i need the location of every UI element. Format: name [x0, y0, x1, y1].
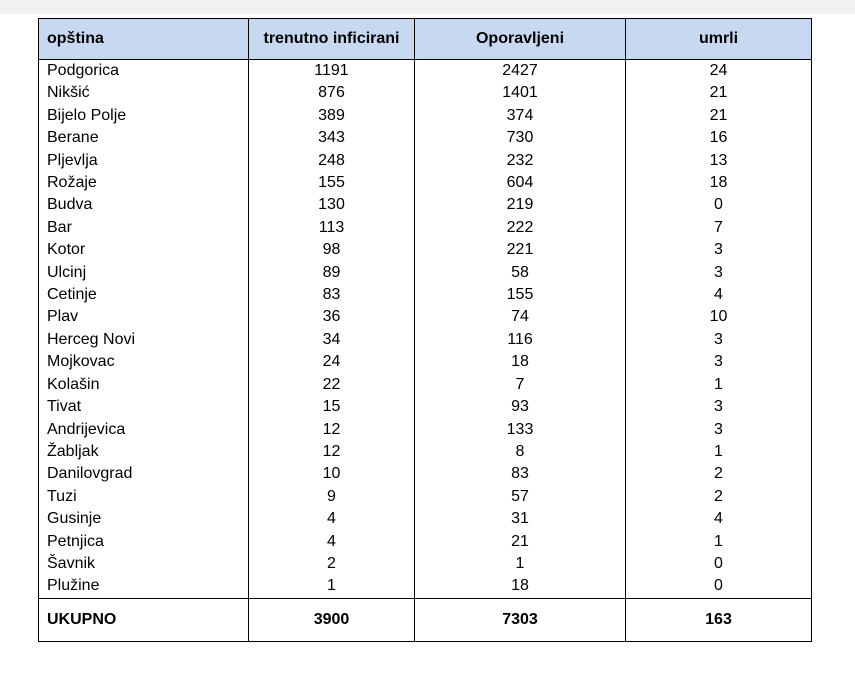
cell-municipality: Šavnik — [39, 553, 249, 575]
table-row — [39, 306, 812, 328]
cell-municipality: Herceg Novi — [39, 329, 249, 351]
cell-deaths: 13 — [626, 150, 812, 172]
cell-recovered: 222 — [415, 217, 626, 239]
cell-municipality: Bijelo Polje — [39, 105, 249, 127]
cell-currently-infected: 89 — [249, 262, 415, 284]
cell-recovered: 58 — [415, 262, 626, 284]
cell-municipality: Mojkovac — [39, 351, 249, 373]
cell-municipality: Nikšić — [39, 82, 249, 104]
table-row — [39, 217, 812, 239]
cell-deaths: 21 — [626, 105, 812, 127]
municipality-covid-table — [38, 18, 812, 642]
cell-municipality: Kotor — [39, 239, 249, 261]
cell-deaths: 24 — [626, 60, 812, 83]
cell-currently-infected: 9 — [249, 486, 415, 508]
cell-deaths: 3 — [626, 329, 812, 351]
table-row — [39, 105, 812, 127]
cell-recovered: 18 — [415, 575, 626, 598]
cell-currently-infected: 113 — [249, 217, 415, 239]
table-row — [39, 150, 812, 172]
cell-municipality: Danilovgrad — [39, 463, 249, 485]
cell-deaths: 7 — [626, 217, 812, 239]
cell-deaths: 16 — [626, 127, 812, 149]
table-row — [39, 508, 812, 530]
cell-municipality: Berane — [39, 127, 249, 149]
cell-deaths: 3 — [626, 351, 812, 373]
cell-recovered: 18 — [415, 351, 626, 373]
total-recovered: 7303 — [415, 598, 626, 641]
cell-recovered: 57 — [415, 486, 626, 508]
table-header-row — [39, 19, 812, 60]
table-row — [39, 351, 812, 373]
cell-recovered: 221 — [415, 239, 626, 261]
table-row — [39, 284, 812, 306]
cell-recovered: 7 — [415, 374, 626, 396]
cell-deaths: 1 — [626, 441, 812, 463]
cell-deaths: 10 — [626, 306, 812, 328]
total-currently-infected: 3900 — [249, 598, 415, 641]
table-row — [39, 329, 812, 351]
header-recovered: Oporavljeni — [415, 19, 626, 60]
header-deaths: umrli — [626, 19, 812, 60]
cell-recovered: 83 — [415, 463, 626, 485]
total-deaths: 163 — [626, 598, 812, 641]
cell-currently-infected: 1191 — [249, 60, 415, 83]
cell-currently-infected: 36 — [249, 306, 415, 328]
cell-currently-infected: 24 — [249, 351, 415, 373]
cell-deaths: 0 — [626, 194, 812, 216]
table-row — [39, 486, 812, 508]
cell-currently-infected: 4 — [249, 531, 415, 553]
cell-currently-infected: 2 — [249, 553, 415, 575]
table-row — [39, 396, 812, 418]
cell-currently-infected: 389 — [249, 105, 415, 127]
table-row — [39, 441, 812, 463]
cell-recovered: 8 — [415, 441, 626, 463]
cell-deaths: 1 — [626, 374, 812, 396]
cell-currently-infected: 22 — [249, 374, 415, 396]
cell-recovered: 93 — [415, 396, 626, 418]
cell-municipality: Žabljak — [39, 441, 249, 463]
cell-recovered: 374 — [415, 105, 626, 127]
cell-currently-infected: 12 — [249, 441, 415, 463]
cell-currently-infected: 4 — [249, 508, 415, 530]
total-label: UKUPNO — [39, 598, 249, 641]
cell-deaths: 3 — [626, 419, 812, 441]
table-row — [39, 553, 812, 575]
cell-municipality: Ulcinj — [39, 262, 249, 284]
cell-recovered: 74 — [415, 306, 626, 328]
cell-deaths: 3 — [626, 239, 812, 261]
cell-recovered: 1401 — [415, 82, 626, 104]
cell-deaths: 3 — [626, 262, 812, 284]
table-total-row — [39, 598, 812, 641]
cell-currently-infected: 98 — [249, 239, 415, 261]
cell-municipality: Rožaje — [39, 172, 249, 194]
cell-deaths: 2 — [626, 463, 812, 485]
table-row — [39, 374, 812, 396]
cell-currently-infected: 34 — [249, 329, 415, 351]
cell-recovered: 155 — [415, 284, 626, 306]
cell-municipality: Budva — [39, 194, 249, 216]
cell-municipality: Andrijevica — [39, 419, 249, 441]
header-currently-infected: trenutno inficirani — [249, 19, 415, 60]
cell-municipality: Pljevlja — [39, 150, 249, 172]
table-body — [39, 60, 812, 599]
page-top-band — [0, 0, 855, 14]
cell-recovered: 116 — [415, 329, 626, 351]
table-row — [39, 262, 812, 284]
table-row — [39, 82, 812, 104]
cell-currently-infected: 130 — [249, 194, 415, 216]
cell-municipality: Plužine — [39, 575, 249, 598]
cell-currently-infected: 12 — [249, 419, 415, 441]
table-row — [39, 172, 812, 194]
cell-recovered: 730 — [415, 127, 626, 149]
cell-deaths: 0 — [626, 575, 812, 598]
table-row — [39, 575, 812, 598]
cell-municipality: Tuzi — [39, 486, 249, 508]
cell-deaths: 21 — [626, 82, 812, 104]
cell-deaths: 18 — [626, 172, 812, 194]
cell-municipality: Bar — [39, 217, 249, 239]
cell-deaths: 4 — [626, 284, 812, 306]
table-row — [39, 239, 812, 261]
cell-recovered: 21 — [415, 531, 626, 553]
cell-municipality: Plav — [39, 306, 249, 328]
cell-recovered: 232 — [415, 150, 626, 172]
cell-recovered: 2427 — [415, 60, 626, 83]
cell-deaths: 1 — [626, 531, 812, 553]
table-row — [39, 60, 812, 83]
cell-deaths: 0 — [626, 553, 812, 575]
cell-currently-infected: 876 — [249, 82, 415, 104]
cell-recovered: 31 — [415, 508, 626, 530]
cell-deaths: 2 — [626, 486, 812, 508]
cell-currently-infected: 155 — [249, 172, 415, 194]
cell-municipality: Kolašin — [39, 374, 249, 396]
cell-recovered: 219 — [415, 194, 626, 216]
cell-municipality: Tivat — [39, 396, 249, 418]
cell-currently-infected: 83 — [249, 284, 415, 306]
table-row — [39, 127, 812, 149]
header-municipality: opština — [39, 19, 249, 60]
table-row — [39, 194, 812, 216]
cell-recovered: 1 — [415, 553, 626, 575]
document-page — [0, 14, 855, 683]
cell-currently-infected: 10 — [249, 463, 415, 485]
table-row — [39, 419, 812, 441]
cell-currently-infected: 248 — [249, 150, 415, 172]
cell-municipality: Cetinje — [39, 284, 249, 306]
table-row — [39, 531, 812, 553]
cell-municipality: Gusinje — [39, 508, 249, 530]
cell-currently-infected: 343 — [249, 127, 415, 149]
cell-municipality: Petnjica — [39, 531, 249, 553]
cell-currently-infected: 15 — [249, 396, 415, 418]
table-row — [39, 463, 812, 485]
cell-deaths: 3 — [626, 396, 812, 418]
cell-recovered: 604 — [415, 172, 626, 194]
cell-deaths: 4 — [626, 508, 812, 530]
cell-currently-infected: 1 — [249, 575, 415, 598]
cell-recovered: 133 — [415, 419, 626, 441]
cell-municipality: Podgorica — [39, 60, 249, 83]
